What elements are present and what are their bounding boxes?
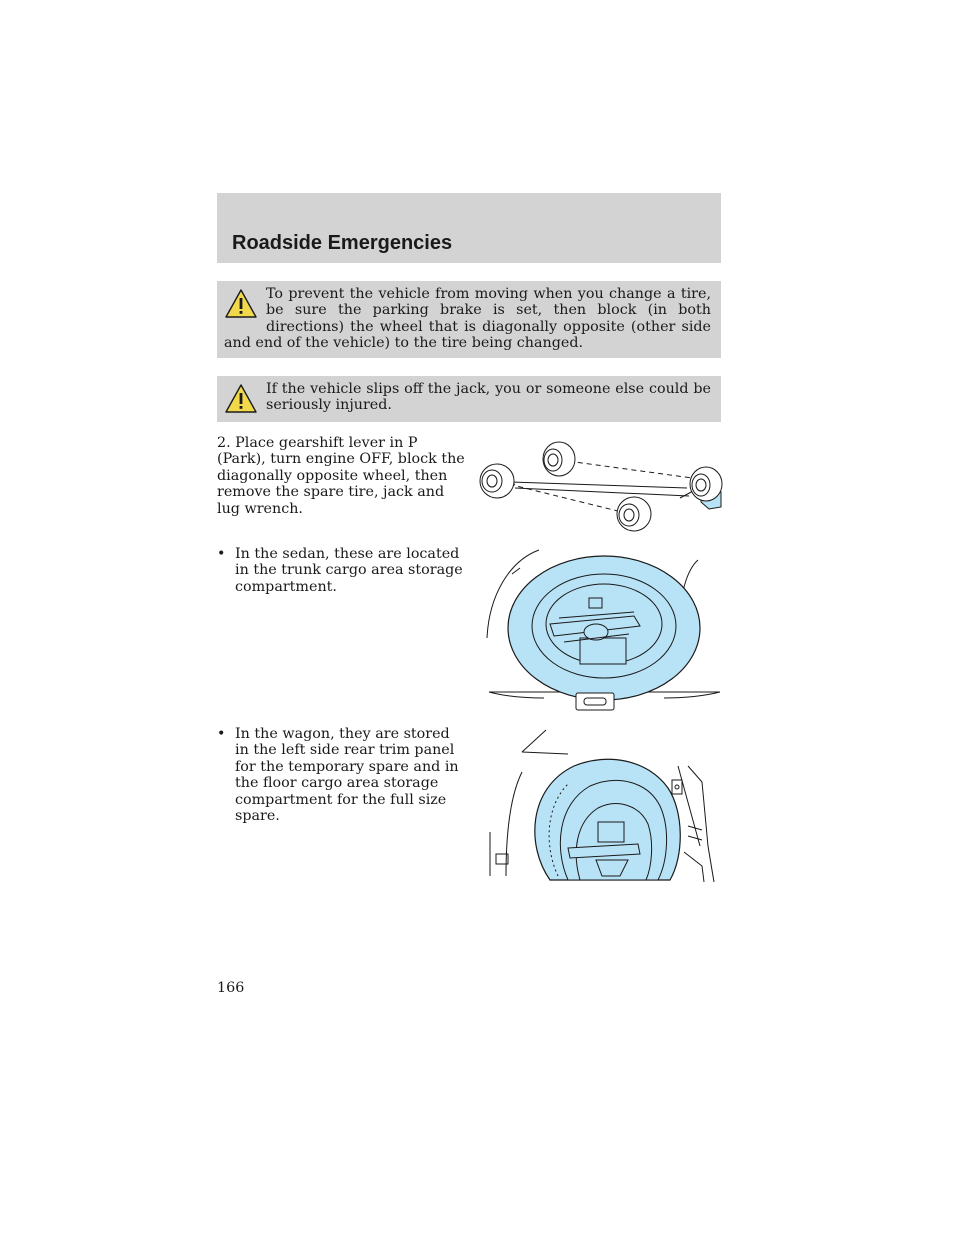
step-2-text: 2. Place gearshift lever in P (Park), turn engine OFF, block the diagonally opposite wheel, then remove the spare tire, jack and lug wrench. — [217, 435, 465, 517]
page-number: 166 — [217, 980, 245, 996]
bullet-text: In the sedan, these are located in the trunk cargo area storage compartment. — [235, 546, 463, 595]
wheel — [543, 442, 575, 476]
bullet-marker: • — [217, 546, 226, 562]
bullet-text: In the wagon, they are stored in the left side rear trim panel for the temporary spare and in the floor cargo area storage compartment for the full size spare. — [235, 726, 459, 825]
section-title: Roadside Emergencies — [232, 232, 453, 254]
blocked-wheel — [690, 467, 722, 509]
bullet-marker: • — [217, 726, 226, 742]
warning-text: If the vehicle slips off the jack, you or someone else could be seriously injured. — [266, 381, 711, 414]
warning-box-jack-slip — [217, 376, 721, 422]
wagon-trim-panel-spare-illustration — [488, 726, 718, 886]
wheel-block-diagram — [475, 432, 725, 537]
bullet-sedan — [217, 546, 467, 595]
trunk-latch — [576, 693, 614, 710]
wheel — [480, 464, 514, 498]
trim-panel — [672, 780, 682, 794]
wheel — [617, 497, 651, 531]
warning-triangle-icon — [224, 288, 258, 320]
warning-box-parking-brake — [217, 281, 721, 358]
section-header — [217, 193, 721, 263]
warning-triangle-icon — [224, 383, 258, 415]
sedan-trunk-spare-illustration — [484, 546, 724, 716]
warning-text: To prevent the vehicle from moving when you change a tire, be sure the parking brake is set, then block (in both directions) the wheel that is diagonally opposite (other side and end of the vehicle) to the tire being changed. — [224, 286, 711, 352]
bullet-wagon — [217, 726, 467, 824]
